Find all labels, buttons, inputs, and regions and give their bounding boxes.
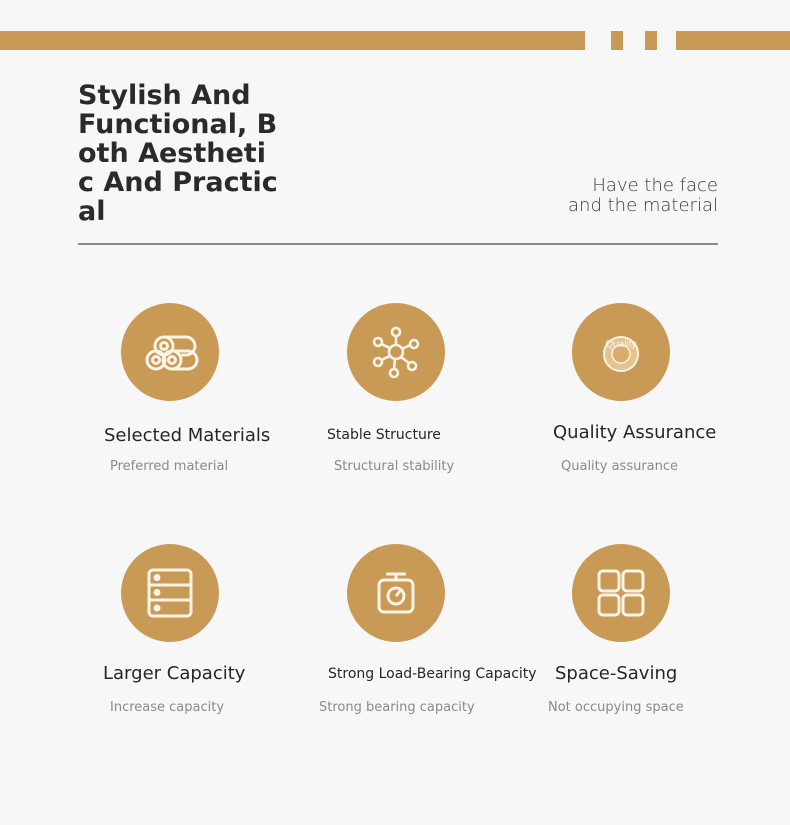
- top-accent-segment: [645, 31, 657, 50]
- feature-title: Stable Structure: [327, 427, 441, 443]
- top-accent-bar: [0, 31, 585, 50]
- tagline-line-2: and the material: [568, 195, 718, 216]
- feature-title: Space-Saving: [555, 663, 678, 684]
- feature-subtitle: Quality assurance: [561, 459, 679, 474]
- scale-icon: [347, 544, 445, 642]
- quality-badge-icon: [572, 303, 670, 401]
- rolls-icon: [121, 303, 219, 401]
- feature-title: Strong Load-Bearing Capacity: [328, 666, 537, 682]
- drawers-icon: [121, 544, 219, 642]
- quality-badge-text: Quality: [605, 339, 637, 350]
- feature-subtitle: Structural stability: [334, 459, 455, 474]
- feature-subtitle: Increase capacity: [110, 700, 225, 715]
- feature-title: Selected Materials: [104, 425, 271, 446]
- feature-subtitle: Preferred material: [110, 459, 229, 474]
- feature-subtitle: Strong bearing capacity: [319, 700, 475, 715]
- headline: Stylish And Functional, Both Aesthetic And Practical: [78, 80, 278, 227]
- tagline: [458, 176, 718, 216]
- top-accent-segment: [611, 31, 623, 50]
- feature-subtitle: Not occupying space: [548, 700, 684, 715]
- grid-icon: [572, 544, 670, 642]
- feature-title: Larger Capacity: [103, 663, 246, 684]
- feature-title: Quality Assurance: [553, 422, 717, 443]
- tagline-line-1: Have the face: [592, 175, 718, 196]
- top-accent-bar: [676, 31, 790, 50]
- header-divider: [78, 243, 718, 245]
- molecule-icon: [347, 303, 445, 401]
